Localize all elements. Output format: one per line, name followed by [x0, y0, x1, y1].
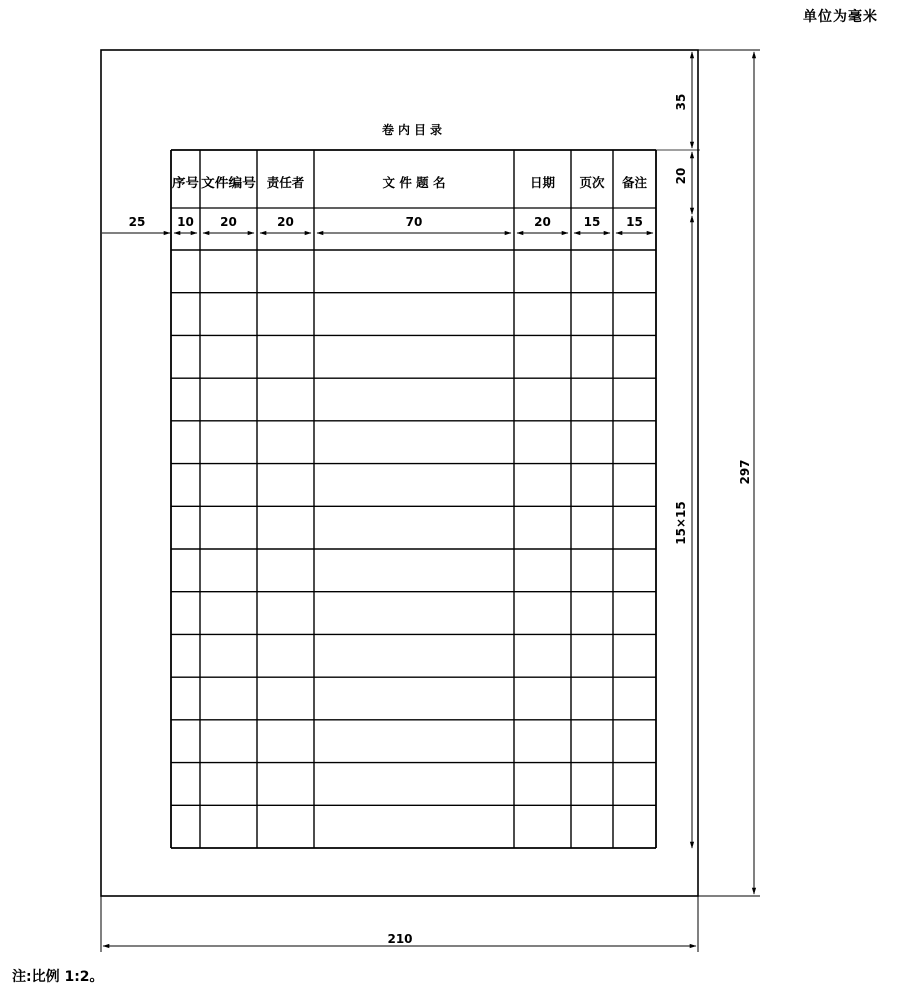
column-width-label: 20	[277, 215, 294, 229]
left-margin-label: 25	[128, 215, 146, 229]
column-header: 责任者	[266, 175, 305, 190]
column-header: 文 件 题 名	[382, 175, 446, 190]
page-width-label: 210	[387, 932, 413, 946]
header-height-label: 20	[674, 167, 688, 185]
column-width-dimensions	[174, 215, 653, 233]
catalog-table	[171, 150, 656, 848]
rows-height-label: 15×15	[674, 501, 688, 545]
column-header: 日期	[529, 175, 556, 190]
top-margin-label: 35	[674, 93, 688, 111]
table-title: 卷内目录	[381, 123, 447, 137]
column-width-label: 20	[534, 215, 551, 229]
column-width-label: 20	[220, 215, 237, 229]
column-header: 备注	[621, 175, 648, 190]
column-header: 文件编号	[201, 175, 257, 190]
page-height-label: 297	[738, 459, 752, 485]
column-width-label: 15	[583, 215, 601, 229]
column-width-label: 10	[177, 215, 194, 229]
column-width-label: 15	[626, 215, 643, 229]
column-width-label: 70	[405, 215, 423, 229]
unit-note: 单位为毫米	[803, 9, 878, 25]
column-headers	[172, 175, 647, 190]
column-header: 页次	[579, 175, 605, 190]
column-header: 序号	[172, 175, 200, 190]
scale-footnote: 注:比例 1:2。	[12, 969, 104, 985]
